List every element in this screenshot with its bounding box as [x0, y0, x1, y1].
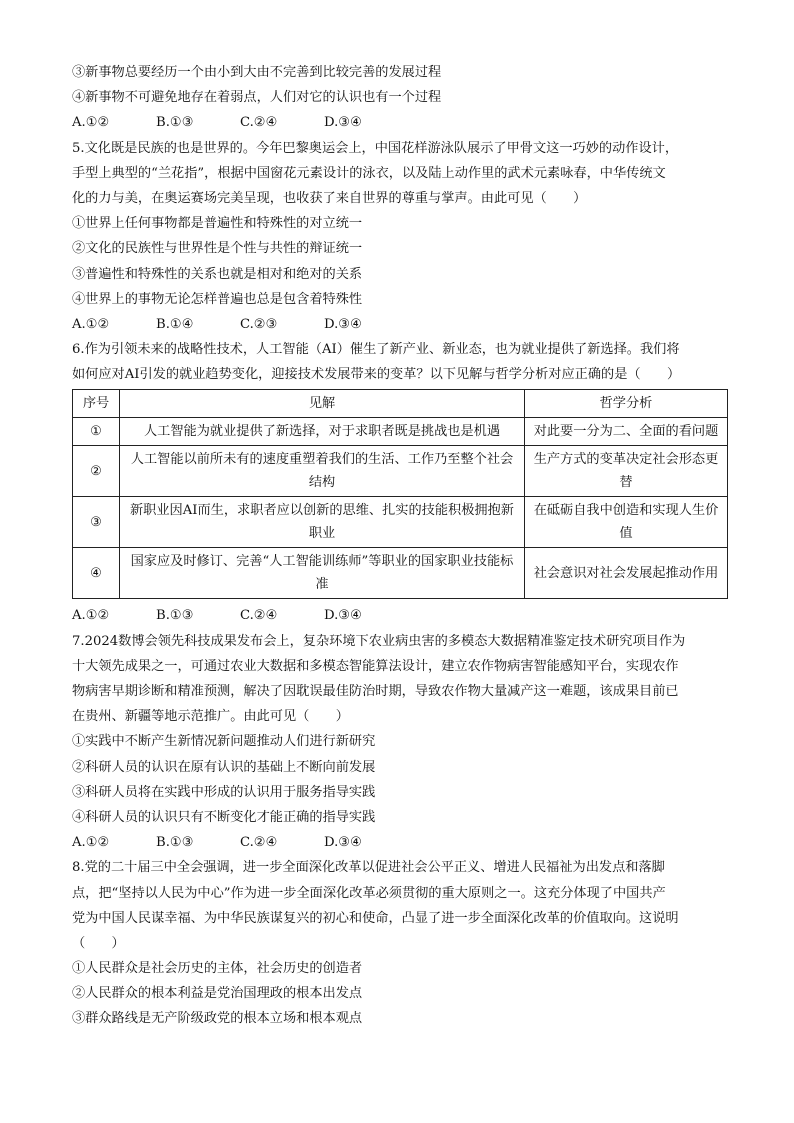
option-c: C.②③: [240, 316, 278, 332]
question-text-line: 如何应对AI引发的就业趋势变化，迎接技术发展带来的变革？以下见解与哲学分析对应正确的是（ ）: [72, 367, 681, 383]
row-number: ④: [73, 548, 120, 599]
statement-line: ①人民群众是社会历史的主体，社会历史的创造者: [72, 961, 363, 977]
option-a: A.①②: [72, 316, 110, 332]
option-b: B.①④: [156, 316, 194, 332]
table-header-row: [73, 390, 728, 418]
row-view: 新职业因AI而生，求职者应以创新的思维、扎实的技能积极拥抱新职业: [120, 497, 525, 548]
question-text-line: （ ）: [72, 935, 125, 951]
question-5: [72, 136, 728, 338]
table-row: [73, 497, 728, 548]
question-text-line: 化的力与美，在奥运赛场完美呈现，也收获了来自世界的尊重与掌声。由此可见（ ）: [72, 190, 587, 206]
table-row: [73, 548, 728, 599]
answer-options: [72, 110, 728, 135]
question-text-line: 党为中国人民谋幸福、为中华民族谋复兴的初心和使命，凸显了进一步全面深化改革的价值取向。这说明: [72, 910, 679, 926]
option-d: D.③④: [324, 835, 362, 851]
row-view: 国家应及时修订、完善“人工智能训练师”等职业的国家职业技能标准: [120, 548, 525, 599]
question-text-line: 8.党的二十届三中全会强调，进一步全面深化改革以促进社会公平正义、增进人民福祉为出发点和落脚: [72, 860, 665, 876]
exam-page: [72, 60, 728, 1032]
header-view: 见解: [120, 390, 525, 418]
statement-line: ③群众路线是无产阶级政党的根本立场和根本观点: [72, 1011, 363, 1027]
option-a: A.①②: [72, 608, 110, 624]
option-d: D.③④: [324, 608, 362, 624]
row-analysis: 生产方式的变革决定社会形态更替: [525, 446, 728, 497]
option-b: B.①③: [156, 608, 194, 624]
statement-line: ④科研人员的认识只有不断变化才能正确的指导实践: [72, 809, 376, 825]
statement-line: ④新事物不可避免地存在着弱点，人们对它的认识也有一个过程: [72, 90, 442, 106]
option-d: D.③④: [324, 115, 362, 131]
option-d: D.③④: [324, 316, 362, 332]
statement-line: ③新事物总要经历一个由小到大由不完善到比较完善的发展过程: [72, 65, 442, 80]
question-text-line: 7.2024数博会领先科技成果发布会上，复杂环境下农业病虫害的多模态大数据精准鉴定技术研究项目作为: [72, 633, 686, 649]
header-analysis: 哲学分析: [525, 390, 728, 418]
analysis-table: [72, 389, 728, 599]
option-c: C.②④: [240, 608, 278, 624]
statement-line: ②文化的民族性与世界性是个性与共性的辩证统一: [72, 241, 363, 257]
row-analysis: 对此要一分为二、全面的看问题: [525, 418, 728, 446]
question-text-line: 点，把“坚持以人民为中心”作为进一步全面深化改革必须贯彻的重大原则之一。这充分体现了中国共产: [72, 885, 666, 901]
question-7: [72, 629, 728, 856]
question-text-line: 物病害早期诊断和精准预测，解决了因耽误最佳防治时期，导致农作物大量减产这一难题，该成果目前已: [72, 684, 679, 699]
question-text-line: 5.文化既是民族的也是世界的。今年巴黎奥运会上，中国花样游泳队展示了甲骨文这一巧妙的动作设计，: [72, 140, 679, 156]
row-view: 人工智能为就业提供了新选择，对于求职者既是挑战也是机遇: [120, 418, 525, 446]
question-8: [72, 855, 728, 1031]
question-text-line: 十大领先成果之一，可通过农业大数据和多模态智能算法设计，建立农作物病害智能感知平台，实现农作: [72, 658, 679, 674]
q4-tail: [72, 60, 728, 136]
statement-line: ④世界上的事物无论怎样普遍也总是包含着特殊性: [72, 291, 363, 307]
option-a: A.①②: [72, 115, 110, 131]
statement-line: ②人民群众的根本利益是党治国理政的根本出发点: [72, 986, 363, 1002]
row-number: ③: [73, 497, 120, 548]
statement-line: ③科研人员将在实践中形成的认识用于服务指导实践: [72, 784, 376, 800]
row-number: ①: [73, 418, 120, 446]
question-text-line: 手型上典型的“兰花指”，根据中国窗花元素设计的泳衣，以及陆上动作里的武术元素咏春，中华传统文: [72, 165, 666, 181]
answer-options: [72, 830, 728, 855]
row-analysis: 在砥砺自我中创造和实现人生价值: [525, 497, 728, 548]
answer-options: [72, 312, 728, 337]
table-row: [73, 446, 728, 497]
answer-options: [72, 603, 728, 628]
question-6: [72, 337, 728, 629]
option-c: C.②④: [240, 115, 278, 131]
table-row: [73, 418, 728, 446]
question-text-line: 在贵州、新疆等地示范推广。由此可见（ ）: [72, 709, 349, 725]
header-number: 序号: [73, 390, 120, 418]
option-c: C.②④: [240, 835, 278, 851]
option-a: A.①②: [72, 835, 110, 851]
option-b: B.①③: [156, 115, 194, 131]
row-analysis: 社会意识对社会发展起推动作用: [525, 548, 728, 599]
row-number: ②: [73, 446, 120, 497]
statement-line: ①世界上任何事物都是普遍性和特殊性的对立统一: [72, 216, 363, 232]
statement-line: ①实践中不断产生新情况新问题推动人们进行新研究: [72, 734, 376, 750]
question-text-line: 6.作为引领未来的战略性技术，人工智能（AI）催生了新产业、新业态，也为就业提供了新选择。我们将: [72, 342, 680, 358]
statement-line: ②科研人员的认识在原有认识的基础上不断向前发展: [72, 759, 376, 775]
statement-line: ③普遍性和特殊性的关系也就是相对和绝对的关系: [72, 266, 363, 282]
option-b: B.①③: [156, 835, 194, 851]
row-view: 人工智能以前所未有的速度重塑着我们的生活、工作乃至整个社会结构: [120, 446, 525, 497]
